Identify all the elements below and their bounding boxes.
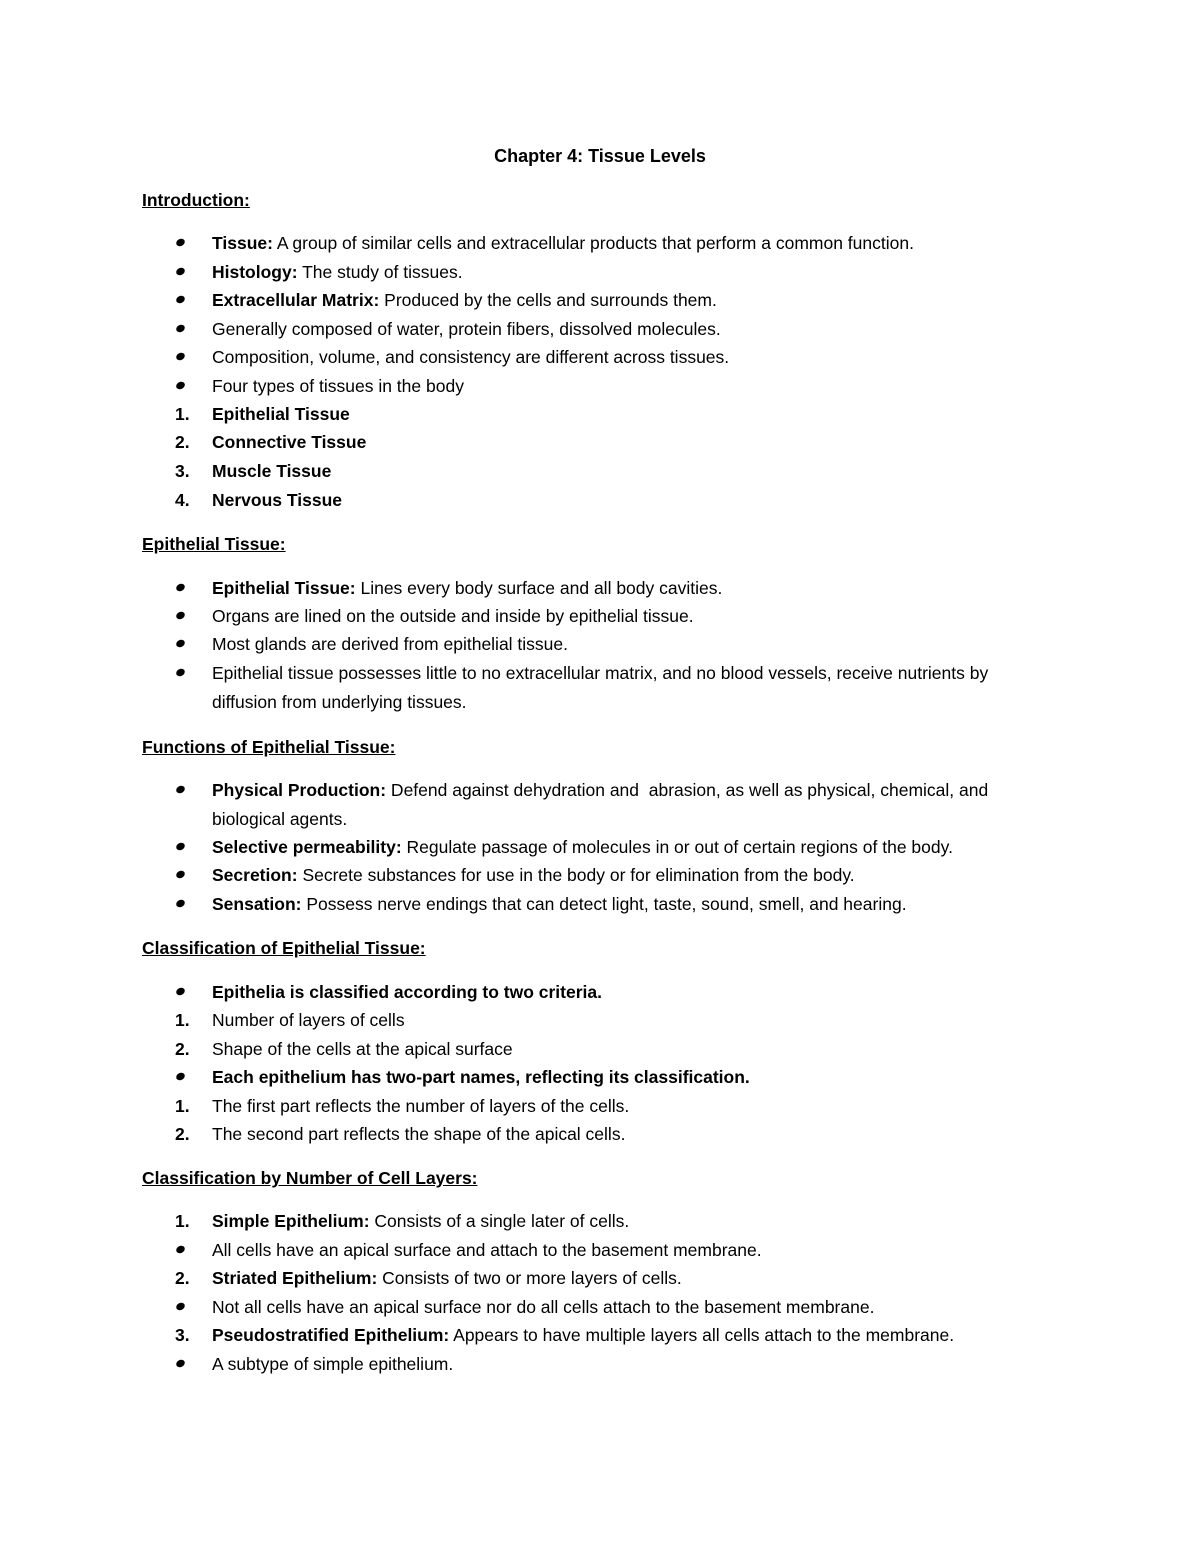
list-item-text bbox=[212, 776, 1052, 833]
bullet-dot-icon bbox=[175, 898, 186, 908]
term-label: Epithelia is classified according to two criteria. bbox=[212, 982, 602, 1002]
list-item-text bbox=[212, 1350, 1052, 1379]
list-item-text bbox=[212, 602, 1052, 631]
bullet-dot-icon bbox=[175, 266, 186, 276]
list-item-text bbox=[212, 978, 1052, 1007]
list-number bbox=[142, 1120, 202, 1149]
list-number-label: 1. bbox=[175, 404, 190, 424]
bullet-dot-icon bbox=[175, 380, 186, 390]
list-number bbox=[142, 1035, 202, 1064]
term-label: Epithelial Tissue: bbox=[212, 578, 356, 598]
bullet-icon bbox=[142, 229, 202, 258]
bullet-icon bbox=[142, 258, 202, 287]
list-number-label: 1. bbox=[175, 1010, 190, 1030]
section-heading: Classification of Epithelial Tissue: bbox=[142, 938, 426, 958]
list-item bbox=[142, 602, 1052, 631]
bullet-dot-icon bbox=[175, 1301, 186, 1311]
list-number bbox=[142, 1207, 202, 1236]
list-item bbox=[142, 315, 1052, 344]
list-item-text bbox=[212, 630, 1052, 659]
definition-text: The second part reflects the shape of the apical cells. bbox=[212, 1124, 626, 1144]
bullet-dot-icon bbox=[175, 841, 186, 851]
list-item-text bbox=[212, 1236, 1052, 1265]
list-item-text bbox=[212, 574, 1052, 603]
definition-text: Shape of the cells at the apical surface bbox=[212, 1039, 513, 1059]
bullet-icon bbox=[142, 776, 202, 805]
term-label: Muscle Tissue bbox=[212, 461, 332, 481]
list-number bbox=[142, 1321, 202, 1350]
list-number bbox=[142, 428, 202, 457]
list-item-text bbox=[212, 1035, 1052, 1064]
list-item bbox=[142, 630, 1052, 659]
list-item-text bbox=[212, 1006, 1052, 1035]
list-number-label: 2. bbox=[175, 432, 190, 452]
definition-text: Secrete substances for use in the body or for elimination from the body. bbox=[297, 865, 855, 885]
list-number-label: 4. bbox=[175, 490, 190, 510]
list-item-text bbox=[212, 1264, 1052, 1293]
bullet-icon bbox=[142, 890, 202, 919]
definition-text: Possess nerve endings that can detect light, taste, sound, smell, and hearing. bbox=[301, 894, 907, 914]
bullet-dot-icon bbox=[175, 1358, 186, 1368]
bullet-icon bbox=[142, 343, 202, 372]
section-heading: Functions of Epithelial Tissue: bbox=[142, 737, 396, 757]
bullet-dot-icon bbox=[175, 986, 186, 996]
list-item bbox=[142, 1092, 1052, 1121]
term-label: Tissue: bbox=[212, 233, 273, 253]
list-item bbox=[142, 1063, 1052, 1092]
list-item-text bbox=[212, 1321, 1052, 1350]
term-label: Extracellular Matrix: bbox=[212, 290, 380, 310]
definition-text: A subtype of simple epithelium. bbox=[212, 1354, 454, 1374]
bullet-dot-icon bbox=[175, 869, 186, 879]
bullet-dot-icon bbox=[175, 784, 186, 794]
list-item-text bbox=[212, 258, 1052, 287]
list-item-text bbox=[212, 890, 1052, 919]
definition-text: Appears to have multiple layers all cells attach to the membrane. bbox=[449, 1325, 955, 1345]
list-item-text bbox=[212, 1207, 1052, 1236]
list-item bbox=[142, 890, 1052, 919]
list-item bbox=[142, 1120, 1052, 1149]
bullet-icon bbox=[142, 372, 202, 401]
definition-text: A group of similar cells and extracellular products that perform a common function. bbox=[272, 233, 914, 253]
definition-text: Defend against dehydration and abrasion, as well as physical, chemical, and biological agents. bbox=[212, 780, 994, 829]
list-item bbox=[142, 486, 1052, 515]
list-number-label: 3. bbox=[175, 1325, 190, 1345]
term-label: Striated Epithelium: bbox=[212, 1268, 378, 1288]
bullet-dot-icon bbox=[175, 237, 186, 247]
list-number bbox=[142, 1006, 202, 1035]
bullet-dot-icon bbox=[175, 1071, 186, 1081]
bullet-icon bbox=[142, 978, 202, 1007]
term-label: Selective permeability: bbox=[212, 837, 402, 857]
list-item bbox=[142, 1006, 1052, 1035]
list-item bbox=[142, 400, 1052, 429]
list-item bbox=[142, 978, 1052, 1007]
list-item bbox=[142, 372, 1052, 401]
list-number-label: 1. bbox=[175, 1096, 190, 1116]
bullet-dot-icon bbox=[175, 351, 186, 361]
list-item bbox=[142, 1321, 1052, 1350]
definition-text: Lines every body surface and all body cavities. bbox=[355, 578, 723, 598]
list-item bbox=[142, 1264, 1052, 1293]
term-label: Pseudostratified Epithelium: bbox=[212, 1325, 450, 1345]
list-number bbox=[142, 1264, 202, 1293]
term-label: Each epithelium has two-part names, reflecting its classification. bbox=[212, 1067, 750, 1087]
definition-text: All cells have an apical surface and attach to the basement membrane. bbox=[212, 1240, 762, 1260]
list-item bbox=[142, 343, 1052, 372]
bullet-dot-icon bbox=[175, 1244, 186, 1254]
bullet-dot-icon bbox=[175, 610, 186, 620]
section-heading: Introduction: bbox=[142, 190, 250, 210]
list-number-label: 3. bbox=[175, 461, 190, 481]
list-item-text bbox=[212, 315, 1052, 344]
bullet-dot-icon bbox=[175, 667, 186, 677]
term-label: Connective Tissue bbox=[212, 432, 367, 452]
section-heading: Classification by Number of Cell Layers: bbox=[142, 1168, 478, 1188]
list-item-text bbox=[212, 1120, 1052, 1149]
term-label: Physical Production: bbox=[212, 780, 387, 800]
document-page bbox=[142, 0, 1062, 1553]
list-item-text bbox=[212, 400, 1052, 429]
list-number bbox=[142, 400, 202, 429]
list-item-text bbox=[212, 659, 1052, 716]
definition-text: Most glands are derived from epithelial tissue. bbox=[212, 634, 569, 654]
list-item-text bbox=[212, 428, 1052, 457]
section-heading: Epithelial Tissue: bbox=[142, 534, 286, 554]
definition-text: Produced by the cells and surrounds them. bbox=[379, 290, 717, 310]
list-number bbox=[142, 457, 202, 486]
bullet-icon bbox=[142, 286, 202, 315]
bullet-icon bbox=[142, 1350, 202, 1379]
list-item-text bbox=[212, 861, 1052, 890]
definition-text: Regulate passage of molecules in or out of certain regions of the body. bbox=[401, 837, 953, 857]
list-item bbox=[142, 457, 1052, 486]
definition-text: The first part reflects the number of layers of the cells. bbox=[212, 1096, 630, 1116]
bullet-icon bbox=[142, 1063, 202, 1092]
definition-text: Consists of a single later of cells. bbox=[369, 1211, 630, 1231]
definition-text: Four types of tissues in the body bbox=[212, 376, 464, 396]
list-item bbox=[142, 1236, 1052, 1265]
term-label: Nervous Tissue bbox=[212, 490, 343, 510]
list-number-label: 2. bbox=[175, 1124, 190, 1144]
bullet-icon bbox=[142, 602, 202, 631]
list-item bbox=[142, 1350, 1052, 1379]
list-item bbox=[142, 286, 1052, 315]
list-number-label: 2. bbox=[175, 1268, 190, 1288]
list-item-text bbox=[212, 286, 1052, 315]
term-label: Epithelial Tissue bbox=[212, 404, 350, 424]
list-item bbox=[142, 659, 1052, 716]
list-item bbox=[142, 776, 1052, 833]
list-item bbox=[142, 1207, 1052, 1236]
list-item bbox=[142, 833, 1052, 862]
bullet-icon bbox=[142, 574, 202, 603]
list-number bbox=[142, 486, 202, 515]
term-label: Histology: bbox=[212, 262, 298, 282]
list-item-text bbox=[212, 457, 1052, 486]
list-item-text bbox=[212, 486, 1052, 515]
list-item-text bbox=[212, 343, 1052, 372]
list-item-text bbox=[212, 229, 1052, 258]
definition-text: Number of layers of cells bbox=[212, 1010, 405, 1030]
bullet-dot-icon bbox=[175, 294, 186, 304]
list-item-text bbox=[212, 833, 1052, 862]
bullet-icon bbox=[142, 1293, 202, 1322]
list-item-text bbox=[212, 1092, 1052, 1121]
definition-text: Generally composed of water, protein fibers, dissolved molecules. bbox=[212, 319, 721, 339]
list-item-text bbox=[212, 1293, 1052, 1322]
list-item bbox=[142, 428, 1052, 457]
definition-text: Not all cells have an apical surface nor do all cells attach to the basement membrane. bbox=[212, 1297, 875, 1317]
definition-text: Consists of two or more layers of cells. bbox=[377, 1268, 682, 1288]
bullet-icon bbox=[142, 630, 202, 659]
list-item bbox=[142, 1293, 1052, 1322]
list-item bbox=[142, 861, 1052, 890]
bullet-icon bbox=[142, 833, 202, 862]
list-number-label: 1. bbox=[175, 1211, 190, 1231]
term-label: Sensation: bbox=[212, 894, 302, 914]
bullet-icon bbox=[142, 659, 202, 688]
definition-text: Organs are lined on the outside and inside by epithelial tissue. bbox=[212, 606, 694, 626]
list-item bbox=[142, 1035, 1052, 1064]
bullet-dot-icon bbox=[175, 638, 186, 648]
term-label: Secretion: bbox=[212, 865, 298, 885]
list-number-label: 2. bbox=[175, 1039, 190, 1059]
bullet-icon bbox=[142, 315, 202, 344]
list-item bbox=[142, 229, 1052, 258]
list-item-text bbox=[212, 1063, 1052, 1092]
definition-text: Epithelial tissue possesses little to no extracellular matrix, and no blood vessels, receive nutrients by diffusion from underlying tissues. bbox=[212, 663, 994, 712]
list-number bbox=[142, 1092, 202, 1121]
bullet-dot-icon bbox=[175, 323, 186, 333]
page-title: Chapter 4: Tissue Levels bbox=[494, 146, 706, 166]
definition-text: Composition, volume, and consistency are different across tissues. bbox=[212, 347, 730, 367]
list-item bbox=[142, 574, 1052, 603]
bullet-icon bbox=[142, 861, 202, 890]
definition-text: The study of tissues. bbox=[297, 262, 463, 282]
bullet-icon bbox=[142, 1236, 202, 1265]
list-item bbox=[142, 258, 1052, 287]
list-item-text bbox=[212, 372, 1052, 401]
bullet-dot-icon bbox=[175, 582, 186, 592]
term-label: Simple Epithelium: bbox=[212, 1211, 370, 1231]
